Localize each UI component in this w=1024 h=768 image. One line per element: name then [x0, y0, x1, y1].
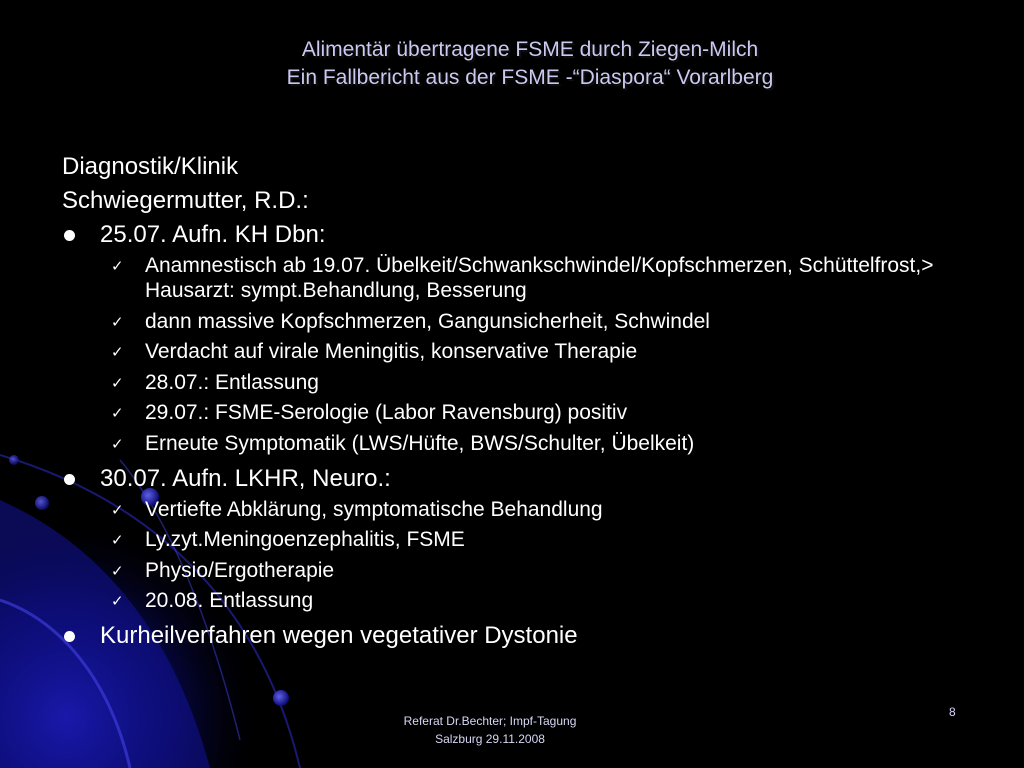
bullet-admission-1 [62, 218, 1002, 252]
slide-title [0, 36, 1024, 92]
sub-bullet-text: Ly.zyt.Meningoenzephalitis, FSME [145, 528, 465, 552]
sub-bullet [62, 588, 1002, 613]
title-line-2: Ein Fallbericht aus der FSME -“Diaspora“ Vorarlberg [286, 66, 774, 89]
title-line-1: Alimentär übertragene FSME durch Ziegen-Milch [301, 38, 759, 61]
sub-bullet [62, 431, 1002, 456]
sub-bullet-text: dann massive Kopfschmerzen, Gangunsicherheit, Schwindel [145, 309, 710, 333]
check-mark-icon: ✓ [111, 500, 124, 519]
footer-line-2: Salzburg 29.11.2008 [435, 732, 545, 746]
sub-bullet-text: Erneute Symptomatik (LWS/Hüfte, BWS/Schulter, Übelkeit) [145, 431, 695, 455]
section-heading: Diagnostik/Klinik [62, 153, 239, 180]
sub-bullet [62, 497, 1002, 522]
sub-bullet [62, 309, 1002, 334]
bullet-rehab [62, 619, 1002, 653]
check-mark-icon: ✓ [111, 531, 124, 550]
bullet-text: 25.07. Aufn. KH Dbn: [100, 221, 326, 248]
sub-bullet-text: 20.08. Entlassung [145, 589, 314, 613]
sub-bullet [62, 370, 1002, 395]
slide-body [62, 150, 1002, 653]
sub-bullet [62, 339, 1002, 364]
sub-bullet-text: Verdacht auf virale Meningitis, konservative Therapie [145, 340, 638, 364]
patient-heading: Schwiegermutter, R.D.: [62, 187, 309, 214]
sub-bullet [62, 527, 1002, 552]
sub-bullet-text: Anamnestisch ab 19.07. Übelkeit/Schwankschwindel/Kopfschmerzen, Schüttelfrost,> Hausarzt: sympt.Behandlung, Besserung [145, 254, 934, 302]
check-mark-icon: ✓ [111, 592, 124, 611]
sub-bullet [62, 558, 1002, 583]
check-mark-icon: ✓ [111, 404, 124, 423]
bullet-text: Kurheilverfahren wegen vegetativer Dystonie [100, 621, 578, 649]
sub-bullet-text: 29.07.: FSME-Serologie (Labor Ravensburg) positiv [145, 401, 628, 425]
bullet-admission-2 [62, 462, 1002, 496]
check-mark-icon: ✓ [111, 373, 124, 392]
sub-bullet [62, 253, 1002, 303]
check-mark-icon: ✓ [111, 561, 124, 580]
sub-bullet-text: 28.07.: Entlassung [145, 370, 319, 394]
bullet-dot-icon [64, 474, 75, 485]
bullet-dot-icon [64, 631, 75, 642]
sub-list-admission-2 [62, 497, 1002, 614]
check-mark-icon: ✓ [111, 312, 124, 331]
check-mark-icon: ✓ [111, 343, 124, 362]
page-number: 8 [949, 705, 956, 719]
bullet-dot-icon [64, 230, 75, 241]
footer [300, 712, 680, 748]
check-mark-icon: ✓ [111, 434, 124, 453]
sub-bullet-text: Vertiefte Abklärung, symptomatische Behandlung [145, 497, 603, 521]
sub-list-admission-1 [62, 253, 1002, 456]
footer-line-1: Referat Dr.Bechter; Impf-Tagung [403, 714, 577, 728]
sub-bullet-text: Physio/Ergotherapie [145, 558, 335, 582]
bullet-text: 30.07. Aufn. LKHR, Neuro.: [100, 464, 391, 492]
check-mark-icon: ✓ [111, 257, 124, 275]
sub-bullet [62, 400, 1002, 425]
